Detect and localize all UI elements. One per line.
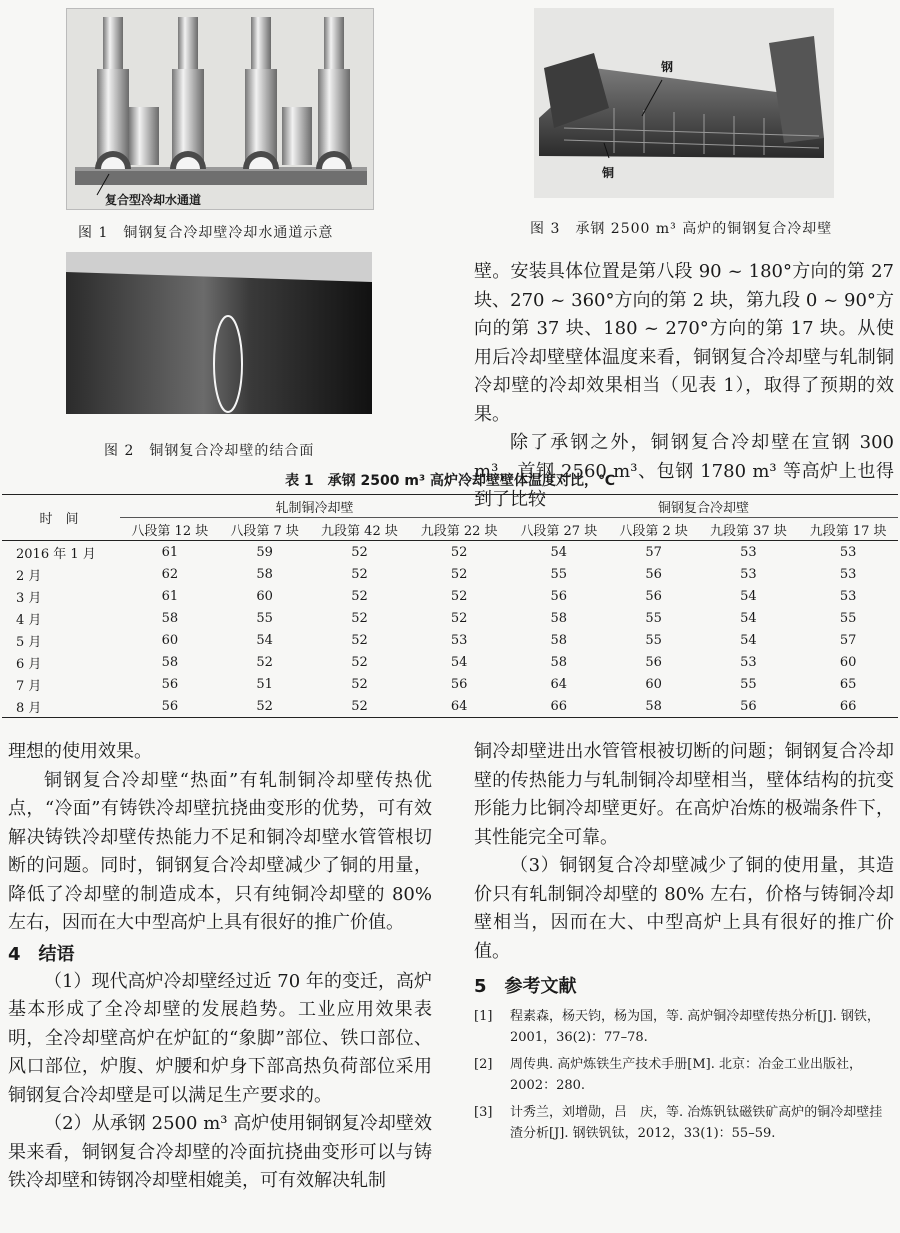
temperature-cell: 52	[450, 610, 468, 626]
temperature-cell: 59	[256, 544, 273, 560]
reference-list	[474, 1006, 894, 1144]
temperature-cell: 56	[645, 588, 662, 604]
figure-3-steel-label: 钢	[661, 60, 674, 74]
temperature-cell: 56	[450, 676, 468, 692]
column-header: 八段第 7 块	[230, 523, 299, 539]
temperature-cell: 66	[509, 695, 609, 718]
reference-text: 计秀兰，刘增勋，吕 庆，等. 冶炼钒钛磁铁矿高炉的铜冷却壁挂渣分析[J]. 钢铁钒钛，2012，33(1)：55–59.	[510, 1105, 883, 1141]
temperature-cell: 54	[740, 610, 757, 626]
figure-1-caption: 图 1 铜钢复合冷却壁冷却水通道示意	[78, 225, 334, 241]
row-time-cell: 7 月	[16, 678, 42, 694]
reference-item	[474, 1054, 894, 1096]
table-1	[2, 494, 898, 718]
table-row	[2, 607, 898, 629]
reference-text: 周传典. 高炉炼铁生产技术手册[M]. 北京：冶金工业出版社，2002：280.	[510, 1057, 862, 1093]
bonding-surface-photo	[66, 252, 372, 414]
row-time-cell: 2 月	[16, 568, 42, 584]
temperature-cell: 53	[839, 566, 857, 582]
column-header: 九段第 22 块	[420, 523, 498, 539]
temperature-cell: 54	[550, 544, 568, 560]
temperature-cell: 55	[740, 676, 757, 692]
figure-2-caption: 图 2 铜钢复合冷却壁的结合面	[104, 443, 315, 459]
temperature-cell: 58	[256, 566, 273, 582]
temperature-cell: 56	[161, 676, 179, 692]
temperature-cell: 60	[839, 654, 857, 670]
table-1-title: 表 1 承钢 2500 m³ 高炉冷却壁壁体温度对比，℃	[285, 473, 615, 489]
figure-3-image	[534, 8, 834, 198]
figure-1-image	[66, 8, 374, 210]
temperature-cell: 58	[550, 632, 568, 648]
temperature-cell: 62	[161, 566, 179, 582]
temperature-cell: 56	[120, 695, 220, 718]
section-4-heading: 4 结语	[8, 943, 75, 965]
temperature-cell: 56	[699, 695, 799, 718]
temperature-cell: 54	[256, 632, 273, 648]
table-row	[2, 563, 898, 585]
row-time-cell: 8 月	[2, 695, 120, 718]
temperature-cell: 55	[645, 610, 662, 626]
temperature-cell: 57	[645, 544, 662, 560]
left-paragraph-2: 铜钢复合冷却壁“热面”有轧制铜冷却壁传热优点，“冷面”有铸铁冷却壁抗挠曲变形的优势，可有效解决铸铁冷却壁传热能力不足和铜冷却壁水管管根切断的问题。同时，铜钢复合冷却壁减少了铜的用量，降低了冷却壁的制造成本，只有纯铜冷却壁的 80% 左右，因而在大中型高炉上具有很好的推广价值。	[8, 769, 432, 933]
table-row	[2, 695, 898, 718]
reference-item	[474, 1102, 894, 1144]
temperature-table	[2, 494, 898, 718]
figure-2-image	[66, 252, 372, 414]
reference-number: [3]	[474, 1105, 493, 1120]
temperature-cell: 52	[351, 610, 368, 626]
temperature-cell: 53	[839, 544, 857, 560]
temperature-cell: 52	[351, 654, 368, 670]
temperature-cell: 66	[798, 695, 898, 718]
temperature-cell: 64	[550, 676, 568, 692]
temperature-cell: 56	[645, 654, 662, 670]
table-row	[2, 541, 898, 564]
table-row	[2, 673, 898, 695]
temperature-cell: 52	[310, 695, 410, 718]
figure-1-label: 复合型冷却水通道	[105, 193, 202, 207]
section-5-heading: 5 参考文献	[474, 976, 577, 997]
cooling-channel-diagram	[67, 9, 373, 209]
group-header-composite: 铜钢复合冷却壁	[509, 495, 898, 518]
conclusion-1: （1）现代高炉冷却壁经过近 70 年的变迁，高炉基本形成了全冷却壁的发展趋势。工业应用效果表明，全冷却壁高炉在炉缸的“象脚”部位、铁口部位、风口部位，炉腹、炉腰和炉身下部高热负荷部位采用铜钢复合冷却壁是可以满足生产要求的。	[8, 970, 432, 1106]
table-row	[2, 651, 898, 673]
reference-number: [2]	[474, 1057, 493, 1072]
column-header: 八段第 2 块	[619, 523, 688, 539]
temperature-cell: 51	[256, 676, 273, 692]
right-column	[474, 738, 894, 1150]
column-header: 九段第 37 块	[710, 523, 787, 539]
column-header: 九段第 17 块	[809, 523, 887, 539]
temperature-cell: 52	[256, 654, 273, 670]
temperature-cell: 52	[220, 695, 310, 718]
column-header: 八段第 12 块	[131, 523, 209, 539]
temperature-cell: 64	[409, 695, 509, 718]
composite-stave-photo	[534, 8, 834, 198]
figure-3-caption: 图 3 承钢 2500 m³ 高炉的铜钢复合冷却壁	[530, 221, 833, 237]
conclusion-2: （2）从承钢 2500 m³ 高炉使用铜钢复冷却壁效果来看，铜钢复合冷却壁的冷面抗挠曲变形可以与铸铁冷却壁和铸钢冷却壁相媲美，可有效解决轧制	[8, 1113, 432, 1191]
temperature-cell: 53	[450, 632, 468, 648]
temperature-cell: 53	[740, 544, 757, 560]
temperature-cell: 52	[351, 566, 368, 582]
table-row	[2, 585, 898, 607]
table-row	[2, 629, 898, 651]
row-time-cell: 4 月	[16, 612, 42, 628]
temperature-cell: 65	[839, 676, 857, 692]
conclusion-3: （3）铜钢复合冷却壁减少了铜的使用量，其造价只有轧制铜冷却壁的 80% 左右，价格与铸铜冷却壁相当，因而在大、中型高炉上具有很好的推广价值。	[474, 855, 894, 962]
temperature-cell: 52	[450, 588, 468, 604]
temperature-cell: 61	[161, 544, 179, 560]
temperature-cell: 53	[740, 654, 757, 670]
temperature-cell: 53	[839, 588, 857, 604]
temperature-cell: 55	[256, 610, 273, 626]
reference-item	[474, 1006, 894, 1048]
temperature-cell: 52	[450, 566, 468, 582]
temperature-cell: 61	[161, 588, 179, 604]
temperature-cell: 52	[450, 544, 468, 560]
time-header: 时 间	[2, 495, 120, 541]
left-column	[8, 738, 432, 1196]
temperature-cell: 54	[740, 588, 757, 604]
temperature-cell: 60	[256, 588, 273, 604]
temperature-cell: 58	[609, 695, 699, 718]
temperature-cell: 52	[351, 632, 368, 648]
temperature-cell: 53	[740, 566, 757, 582]
temperature-cell: 58	[550, 654, 568, 670]
row-time-cell: 3 月	[16, 590, 42, 606]
reference-number: [1]	[474, 1009, 493, 1024]
temperature-cell: 55	[839, 610, 857, 626]
temperature-cell: 52	[351, 544, 368, 560]
temperature-cell: 57	[839, 632, 857, 648]
temperature-cell: 60	[161, 632, 179, 648]
temperature-cell: 60	[645, 676, 662, 692]
row-time-cell: 2016 年 1 月	[16, 546, 96, 562]
temperature-cell: 58	[550, 610, 568, 626]
temperature-cell: 58	[161, 610, 179, 626]
column-header: 八段第 27 块	[520, 523, 598, 539]
temperature-cell: 55	[645, 632, 662, 648]
temperature-cell: 56	[550, 588, 568, 604]
row-time-cell: 5 月	[16, 634, 42, 650]
temperature-cell: 58	[161, 654, 179, 670]
temperature-cell: 54	[740, 632, 757, 648]
row-time-cell: 6 月	[16, 656, 42, 672]
temperature-cell: 54	[450, 654, 468, 670]
right-paragraph-1: 铜冷却壁进出水管管根被切断的问题；铜钢复合冷却壁的传热能力与轧制铜冷却壁相当，壁体结构的抗变形能力比铜冷却壁更好。在高炉冶炼的极端条件下，其性能完全可靠。	[474, 741, 894, 848]
temperature-cell: 55	[550, 566, 568, 582]
right-top-paragraph-2: 除了承钢之外，铜钢复合冷却壁在宣钢 300 m³、首钢 2560 m³、包钢 1780 m³ 等高炉上也得到了比较	[474, 432, 894, 510]
right-top-paragraph-1: 壁。安装具体位置是第八段 90 ~ 180°方向的第 27 块、270 ~ 360°方向的第 2 块，第九段 0 ~ 90°方向的第 37 块、180 ~ 270°方向的第 17 块。从使用后冷却壁壁体温度来看，铜钢复合冷却壁与轧制铜冷却壁的冷却效果相当（见表 1），取得了预期的效果。	[474, 261, 894, 425]
figure-3-copper-label: 铜	[602, 166, 615, 180]
temperature-cell: 52	[351, 588, 368, 604]
temperature-cell: 56	[645, 566, 662, 582]
column-header: 九段第 42 块	[321, 523, 398, 539]
reference-text: 程素森，杨天钧，杨为国，等. 高炉铜冷却壁传热分析[J]. 钢铁，2001，36(2)：77–78.	[510, 1009, 880, 1045]
temperature-cell: 52	[351, 676, 368, 692]
left-paragraph-1: 理想的使用效果。	[8, 741, 152, 762]
group-header-rolled-copper: 轧制铜冷却壁	[120, 495, 509, 518]
